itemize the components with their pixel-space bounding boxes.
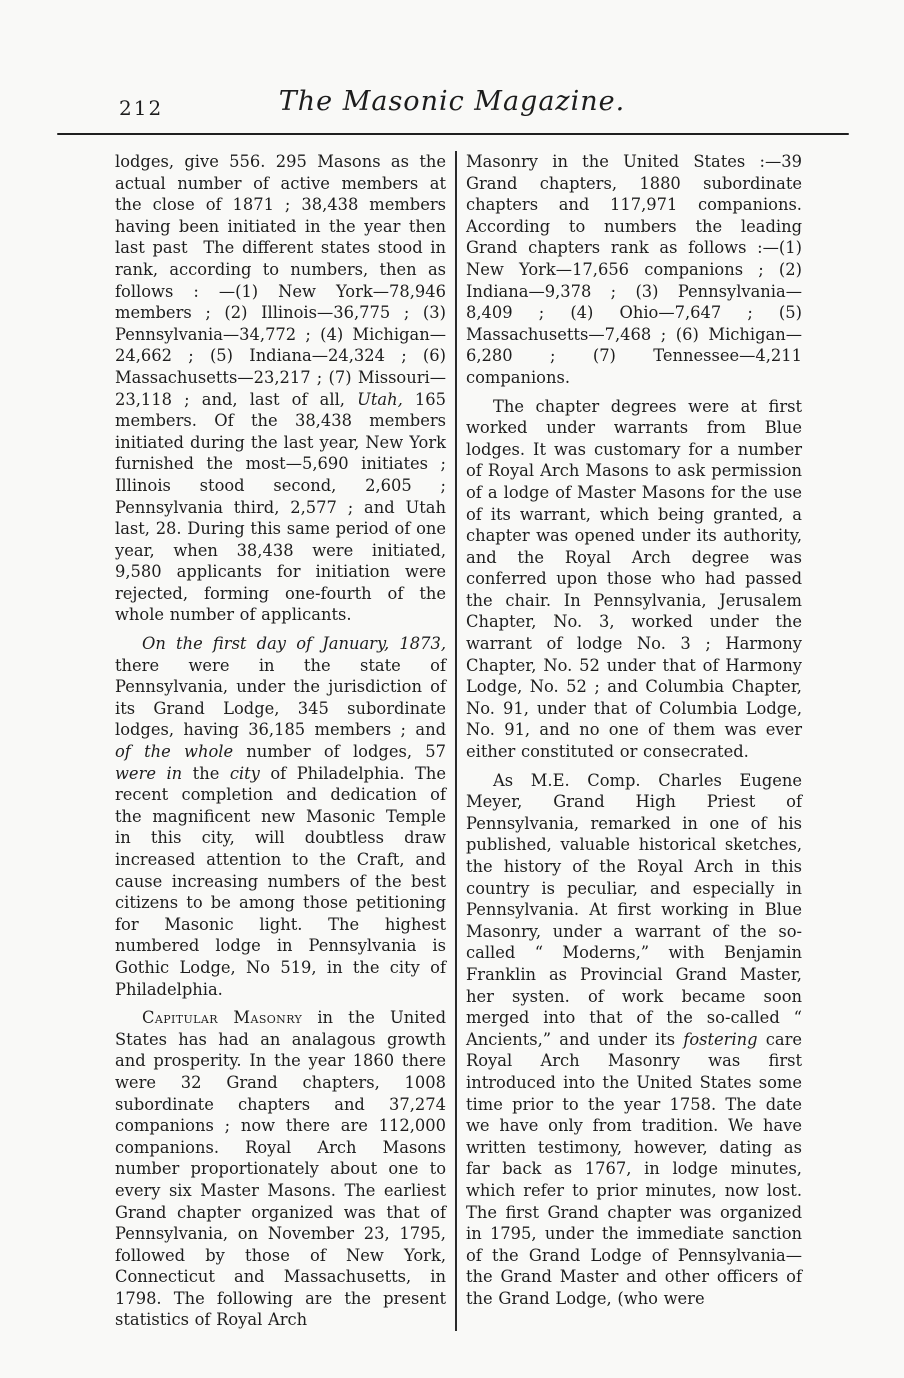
paragraph — [466, 770, 802, 1310]
text-run: As M.E. Comp. Charles Eugene Meyer, Grand High Priest of Pennsylvania, remarked in one of his published, valuable historical sketches, the history of the Royal Arch in this country is peculiar, and especially in Pennsylvania. At first working in Blue Masonry, under a warrant of the so-called “ Moderns,” with Benjamin Franklin as Provincial Grand Master, her systen. of work became soon merged into that of the so-called “ Ancients,” and under its — [466, 770, 802, 1049]
text-columns — [115, 151, 802, 1331]
text-run: were in — [115, 763, 183, 783]
text-run: Utah, — [357, 389, 403, 409]
text-run: Capitular Masonry — [142, 1008, 303, 1028]
text-run: there were in the state of Pennsylvania, under the jurisdiction of its Grand Lodge, 345 subordinate lodges, having 36,185 members ; and — [115, 655, 446, 740]
text-run: city — [229, 763, 260, 783]
text-run: On the first day of January, 1873, — [142, 634, 446, 654]
page-number: 212 — [119, 96, 164, 120]
paragraph — [466, 151, 802, 389]
text-run: in the United States has had an analagous growth and prosperity. In the year 1860 there were 32 Grand chapters, 1008 subordinate chapters and 37,274 companions ; now there are 112,000 companions. Royal Arch Masons number proportionately about one to every six Master Masons. The earliest Grand chapter organized was that of Pennsylvania, on November 23, 1795, followed by those of New York, Connecticut and Massachusetts, in 1798. The following are the present statistics of Royal Arch — [115, 1008, 446, 1330]
header-rule — [57, 133, 849, 135]
text-run: of the whole — [115, 742, 234, 762]
paragraph — [466, 396, 802, 763]
text-run: care Royal Arch Masonry was first introduced into the United States some time prior to the year 1758. The date we have only from tradition. We have written testimony, however, dating as far back as 1767, in lodge minutes, which refer to prior minutes, now lost. The first Grand chapter was organized in 1795, under the immediate sanction of the Grand Lodge of Pennsylvania—the Grand Master and other officers of the Grand Lodge, (who were — [466, 1029, 802, 1308]
paragraph — [115, 1007, 446, 1331]
magazine-title: The Masonic Magazine. — [278, 86, 626, 117]
right-column — [466, 151, 802, 1331]
text-run: fostering — [683, 1029, 758, 1049]
text-run: the — [182, 763, 230, 783]
text-run: number of lodges, 57 — [233, 742, 446, 762]
paragraph — [115, 151, 446, 626]
text-run: lodges, give 556. 295 Masons as the actual number of active members at the close of 1871 ; 38,438 members having been initiated in the year then last past The different states stood in rank, according to numbers, then as follows : —(1) New York—78,946 members ; (2) Illinois—36,775 ; (3) Pennsylvania—34,772 ; (4) Michigan—24,662 ; (5) Indiana—24,324 ; (6) Massachusetts—23,217 ; (7) Missouri—23,118 ; and, last of all, — [115, 152, 446, 409]
text-run: of Philadelphia. The recent completion and dedication of the magnificent new Masonic Temple in this city, will doubtless draw increased attention to the Craft, and cause increasing numbers of the best citizens to be among those petitioning for Masonic light. The highest numbered lodge in Pennsylvania is Gothic Lodge, No 519, in the city of Philadelphia. — [115, 763, 446, 999]
text-run: Masonry in the United States :—39 Grand chapters, 1880 subordinate chapters and 117,971 companions. According to numbers the leading Grand chapters rank as follows :—(1) New York—17,656 companions ; (2) Indiana—9,378 ; (3) Pennsylvania—8,409 ; (4) Ohio—7,647 ; (5) Massachusetts—7,468 ; (6) Michigan—6,280 ; (7) Tennessee—4,211 companions. — [466, 152, 802, 387]
paragraph — [115, 633, 446, 1000]
column-divider-rule — [455, 151, 457, 1331]
left-column — [115, 151, 446, 1331]
text-run: 165 members. Of the 38,438 members initiated during the last year, New York furnished the most—5,690 initiates ; Illinois stood second, 2,605 ; Pennsylvania third, 2,577 ; and Utah last, 28. During this same period of one year, when 38,438 were initiated, 9,580 applicants for initiation were rejected, forming one-fourth of the whole number of applicants. — [115, 389, 446, 625]
text-run: The chapter degrees were at first worked under warrants from Blue lodges. It was customary for a number of Royal Arch Masons to ask permission of a lodge of Master Masons for the use of its warrant, which being granted, a chapter was opened under its authority, and the Royal Arch degree was conferred upon those who had passed the chair. In Pennsylvania, Jerusalem Chapter, No. 3, worked under the warrant of lodge No. 3 ; Harmony Chapter, No. 52 under that of Harmony Lodge, No. 52 ; and Columbia Chapter, No. 91, under that of Columbia Lodge, No. 91, and no one of them was ever either constituted or consecrated. — [466, 396, 802, 762]
